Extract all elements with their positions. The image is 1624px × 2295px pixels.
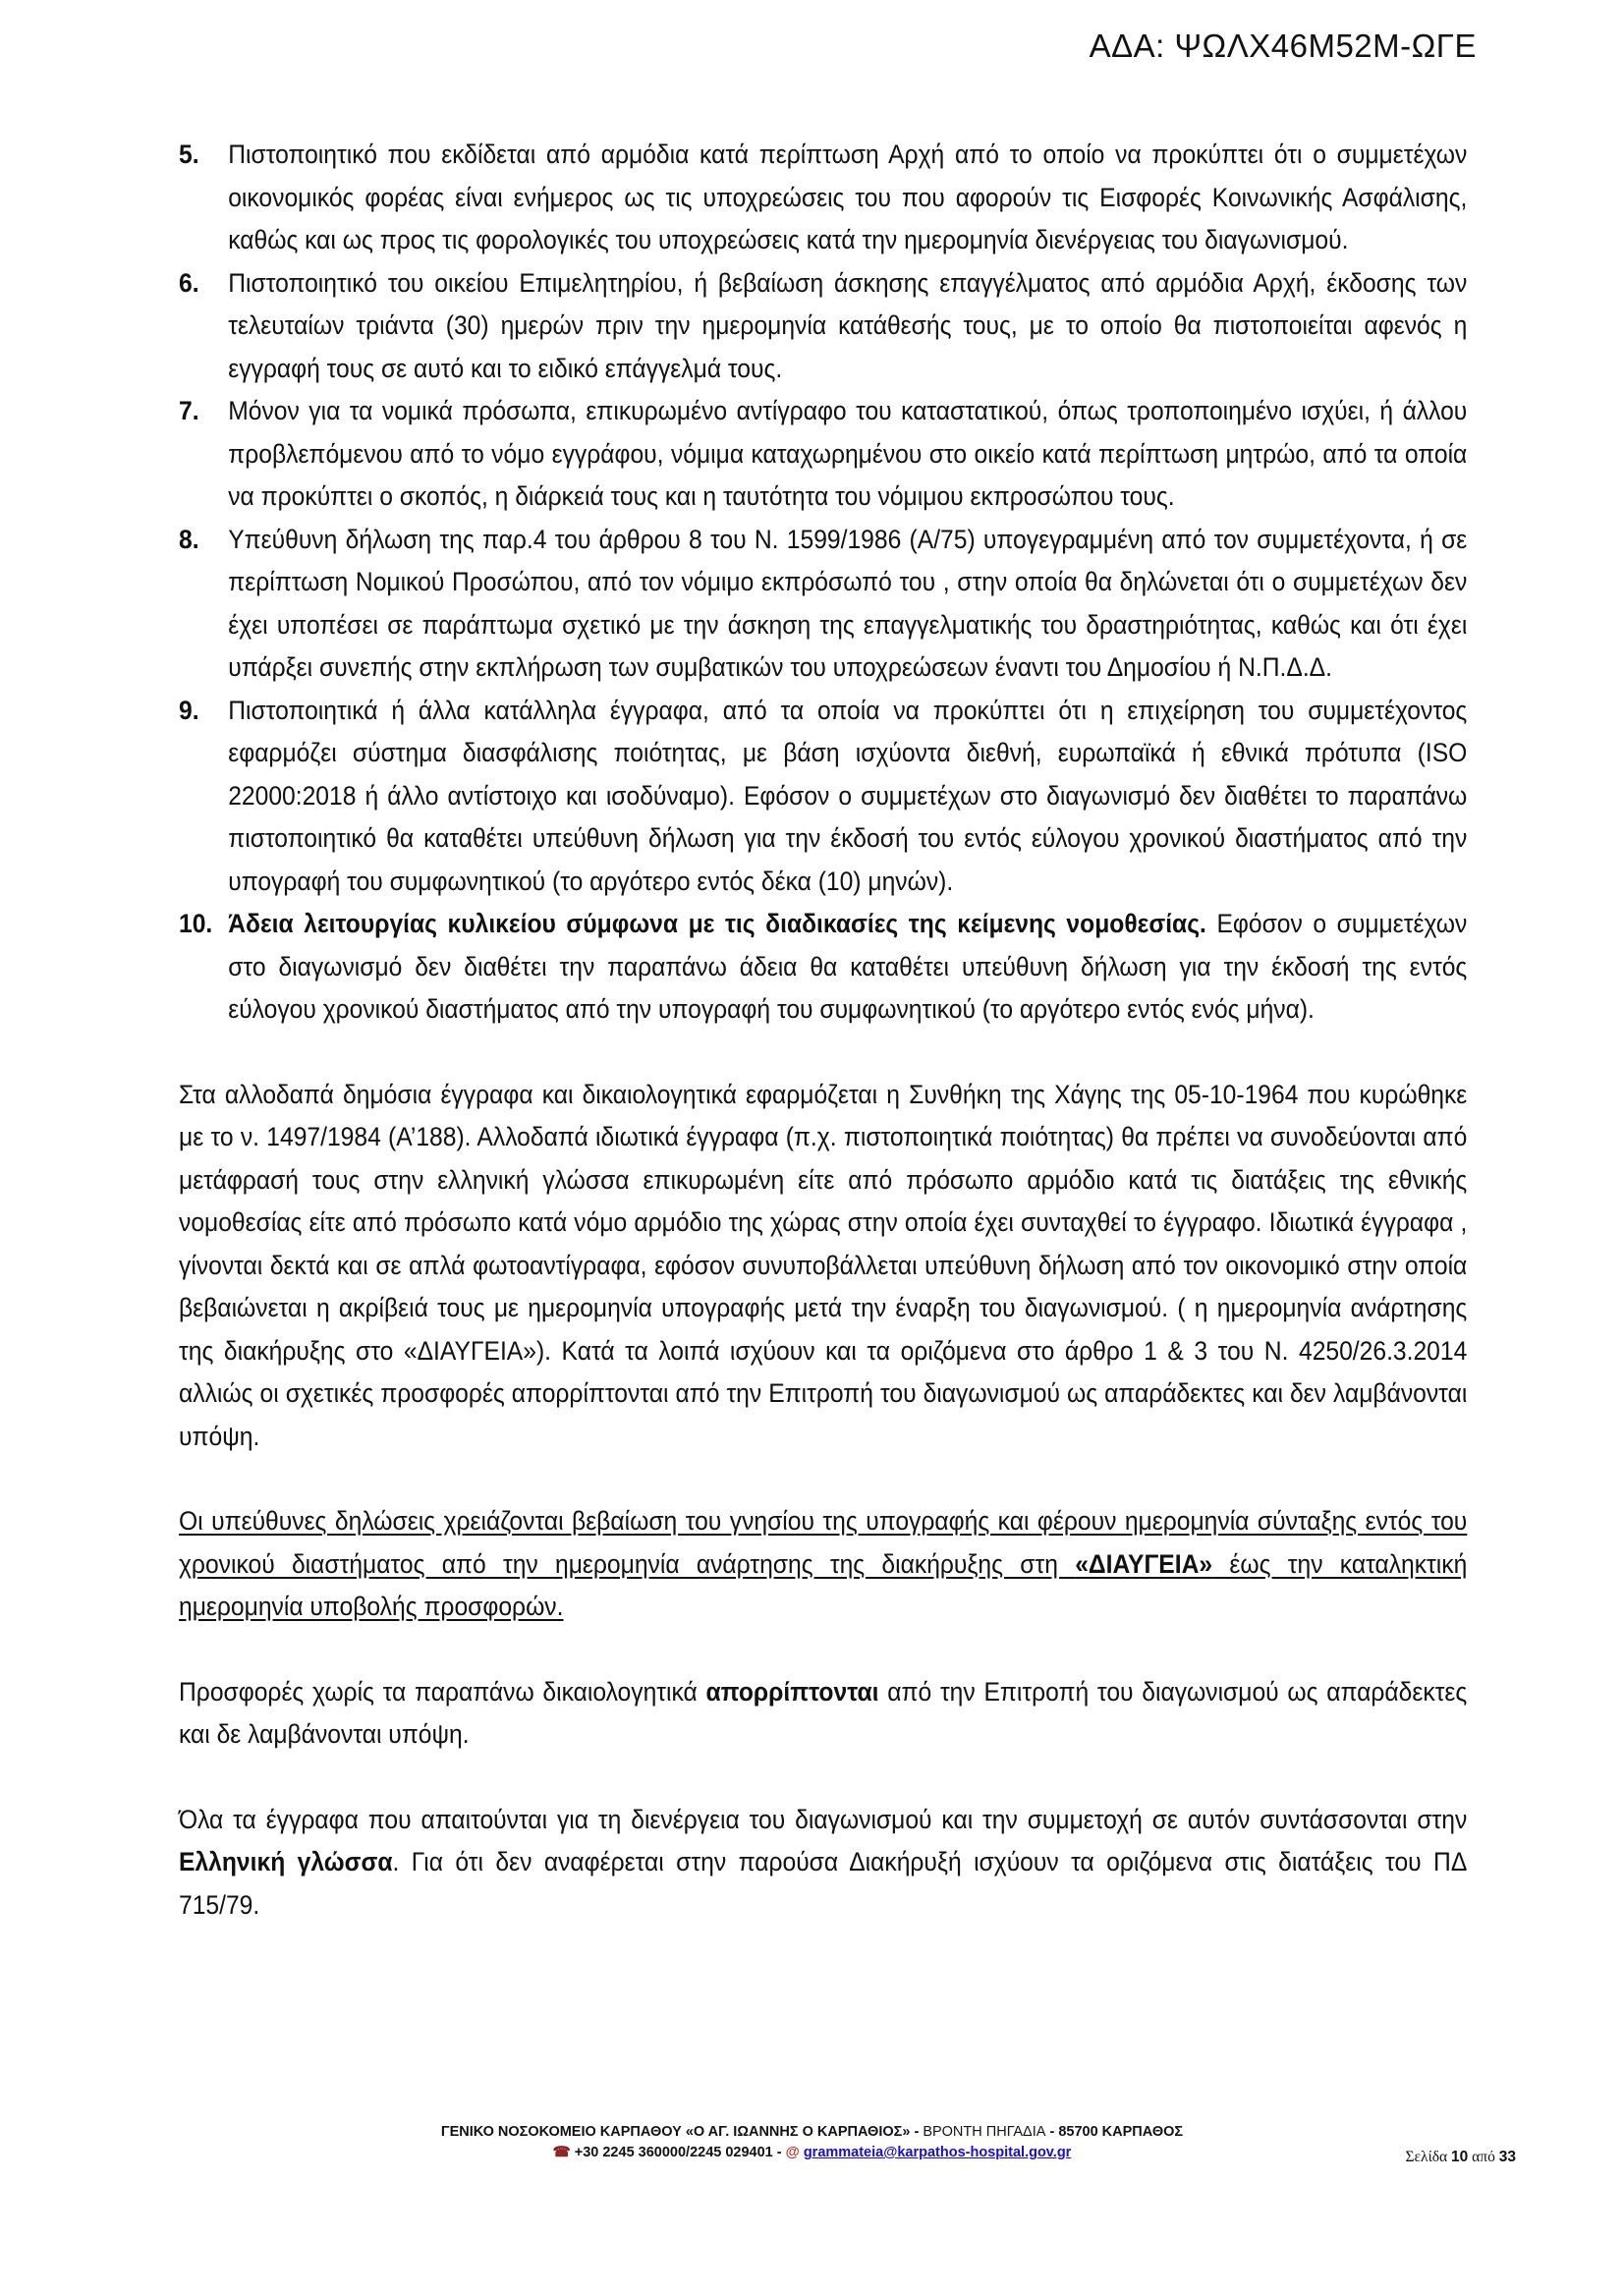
item-text: Εφόσον ο συμμετέχων στο διαγωνισμό δεν διαθέτει την παραπάνω άδεια θα καταθέτει υπεύθυνη δήλωση για την έκδοσή της εντός εύλογου χρονικού διαστήματος από την υπογραφή του συμφωνητικού (το αργότερο εντός ενός μήνα). [228, 909, 1468, 1024]
item-number: 5. [179, 140, 199, 169]
item-text: Πιστοποιητικό του οικείου Επιμελητηρίου, ή βεβαίωση άσκησης επαγγέλματος από αρμόδια Αρχή, έκδοσης των τελευταίων τριάντα (30) ημερών πριν την ημερομηνία κατάθεσής τους, με το οποίο θα πιστοποιείται αφενός η εγγραφή τους σε αυτό και το ειδικό επάγγελμά τους. [228, 267, 1468, 383]
item-number: 7. [179, 396, 199, 425]
postcode-city: 85700 ΚΑΡΠΑΘΟΣ [1058, 2124, 1184, 2140]
location: ΒΡΟΝΤΗ ΠΗΓΑΔΙΑ [923, 2124, 1046, 2140]
item-text: Υπεύθυνη δήλωση της παρ.4 του άρθρου 8 του Ν. 1599/1986 (Α/75) υπογεγραμμένη από τον συμμετέχοντα, ή σε περίπτωση Νομικού Προσώπου, από τον νόμιμο εκπρόσωπό του , στην οποία θα δηλώνεται ότι ο συμμετέχων δεν έχει υποπέσει σε παράπτωμα σχετικό με την άσκηση της επαγγελματικής του δραστηριότητας, καθώς και ότι έχει υπάρξει συνεπής στην εκπλήρωση των συμβατικών του υποχρεώσεων έναντι του Δημοσίου ή Ν.Π.Δ.Δ. [228, 524, 1468, 682]
declarations-paragraph [179, 1500, 1467, 1629]
page-number [1406, 2149, 1516, 2166]
current-page: 10 [1451, 2149, 1469, 2165]
ada-identifier [1090, 28, 1477, 65]
item-text: Πιστοποιητικό που εκδίδεται από αρμόδια κατά περίπτωση Αρχή από το οποίο να προκύπτει ότι ο συμμετέχων οικονομικός φορέας είναι ενήμερος ως τις υποχρεώσεις του που αφορούν τις Εισφορές Κοινωνικής Ασφάλισης, καθώς και ως προς τις φορολογικές του υποχρεώσεις κατά την ημερομηνία διενέργειας του διαγωνισμού. [228, 140, 1468, 254]
item-number: 10. [179, 909, 213, 938]
foreign-documents-paragraph: Στα αλλοδαπά δημόσια έγγραφα και δικαιολογητικά εφαρμόζεται η Συνθήκη της Χάγης της 05-10-1964 που κυρώθηκε με το ν. 1497/1984 (Α’188). Αλλοδαπά ιδιωτικά έγγραφα (π.χ. πιστοποιητικά ποιότητας) θα πρέπει να συνοδεύονται από μετάφρασή τους στην ελληνική γλώσσα επικυρωμένη είτε από πρόσωπο αρμόδιο κατά τις διατάξεις της εθνικής νομοθεσίας είτε από πρόσωπο κατά νόμο αρμόδιο της χώρας στην οποία έχει συνταχθεί το έγγραφο. Ιδιωτικά έγγραφα , γίνονται δεκτά και σε απλά φωτοαντίγραφα, εφόσον συνυποβάλλεται υπεύθυνη δήλωση από τον οικονομικό στην οποία βεβαιώνεται η ακρίβειά τους με ημερομηνία υπογραφής μετά την έναρξη του διαγωνισμού. ( η ημερομηνία ανάρτησης της διακήρυξης στο «ΔΙΑΥΓΕΙΑ»). Κατά τα λοιπά ισχύουν και τα οριζόμενα στο άρθρο 1 & 3 του Ν. 4250/26.3.2014 αλλιώς οι σχετικές προσφορές απορρίπτονται από την Επιτροπή του διαγωνισμού ως απαράδεκτες και δεν λαμβάνονται υπόψη. [179, 1079, 1468, 1451]
separator: - [1045, 2124, 1059, 2140]
language-paragraph [179, 1799, 1467, 1928]
list-item [179, 134, 1468, 262]
page-footer [0, 2122, 1624, 2163]
hospital-name: ΓΕΝΙΚΟ ΝΟΣΟΚΟΜΕΙΟ ΚΑΡΠΑΘΟΥ «Ο ΑΓ. ΙΩΑΝΝΗΣ Ο ΚΑΡΠΑΘΙΟΣ» [440, 2124, 911, 2140]
separator: - [910, 2124, 924, 2140]
total-pages: 33 [1498, 2149, 1516, 2165]
greek-language-bold: Ελληνική γλώσσα [179, 1847, 393, 1876]
list-item [179, 519, 1468, 690]
item-bold-title: Άδεια λειτουργίας κυλικείου σύμφωνα με τις διαδικασίες της κείμενης νομοθεσίας. [228, 909, 1206, 938]
declarations-text-end: έως την καταληκτική ημερομηνία υποβολής προσφορών. [179, 1548, 1468, 1621]
language-text: Όλα τα έγγραφα που απαιτούνται για τη διενέργεια του διαγωνισμού και την συμμετοχή σε αυτόν συντάσσονται στην [179, 1804, 1468, 1834]
phone-number: +30 2245 360000/2245 029401 - [570, 2145, 786, 2160]
list-item [179, 390, 1468, 519]
page-label: Σελίδα [1405, 2149, 1452, 2165]
email-icon: @ [785, 2145, 800, 2160]
language-text-end: . Για ότι δεν αναφέρεται στην παρούσα Διακήρυξή ισχύουν τα οριζόμενα στις διατάξεις του ΠΔ 715/79. [179, 1847, 1468, 1920]
list-item [179, 903, 1468, 1032]
item-number: 8. [179, 524, 199, 554]
item-number: 9. [179, 695, 199, 725]
ada-code: ΨΩΛΧ46Μ52Μ-ΩΓΕ [1174, 28, 1477, 64]
item-text: Πιστοποιητικά ή άλλα κατάλληλα έγγραφα, από τα οποία να προκύπτει ότι η επιχείρηση του συμμετέχοντος εφαρμόζει σύστημα διασφάλισης ποιότητας, με βάση ισχύοντα διεθνή, ευρωπαϊκά ή εθνικά πρότυπα (ISO 22000:2018 ή άλλο αντίστοιχο και ισοδύναμο). Εφόσον ο συμμετέχων στο διαγωνισμό δεν διαθέτει το παραπάνω πιστοποιητικό θα καταθέτει υπεύθυνη δήλωση για την έκδοσή του εντός εύλογου χρονικού διαστήματος από την υπογραφή του συμφωνητικού (το αργότερο εντός δέκα (10) μηνών). [228, 695, 1468, 896]
footer-contact-line [0, 2143, 1624, 2163]
item-text: Μόνον για τα νομικά πρόσωπα, επικυρωμένο αντίγραφο του καταστατικού, όπως τροποποιημένο ισχύει, ή άλλου προβλεπόμενου από το νόμο εγγράφου, νόμιμα καταχωρημένου στο οικείο κατά περίπτωση μητρώο, από τα οποία να προκύπτει ο σκοπός, η διάρκειά τους και η ταυτότητα του νόμιμου εκπροσώπου τους. [228, 396, 1468, 511]
rejection-text: Προσφορές χωρίς τα παραπάνω δικαιολογητικά [179, 1676, 706, 1707]
footer-address-line [0, 2122, 1624, 2143]
diavgeia-bold: «ΔΙΑΥΓΕΙΑ» [1075, 1548, 1213, 1579]
rejection-text-end: από την Επιτροπή του διαγωνισμού ως απαράδεκτες και δε λαμβάνονται υπόψη. [179, 1676, 1468, 1749]
page-of: από [1468, 2149, 1499, 2165]
list-item [179, 262, 1468, 391]
email-link[interactable]: grammateia@karpathos-hospital.gov.gr [803, 2145, 1072, 2160]
requirements-list [179, 134, 1467, 1032]
document-body [179, 134, 1467, 1927]
ada-label: ΑΔΑ: [1089, 28, 1165, 64]
list-item [179, 690, 1468, 904]
rejection-paragraph [179, 1671, 1467, 1757]
phone-icon: ☎ [552, 2145, 571, 2160]
rejected-bold: απορρίπτονται [705, 1676, 879, 1707]
item-number: 6. [179, 267, 199, 298]
declarations-text: Οι υπεύθυνες δηλώσεις χρειάζονται βεβαίωση του γνησίου της υπογραφής και φέρουν ημερομηνία σύνταξης εντός του χρονικού διαστήματος από την ημερομηνία ανάρτησης της διακήρυξης στη [179, 1506, 1468, 1579]
